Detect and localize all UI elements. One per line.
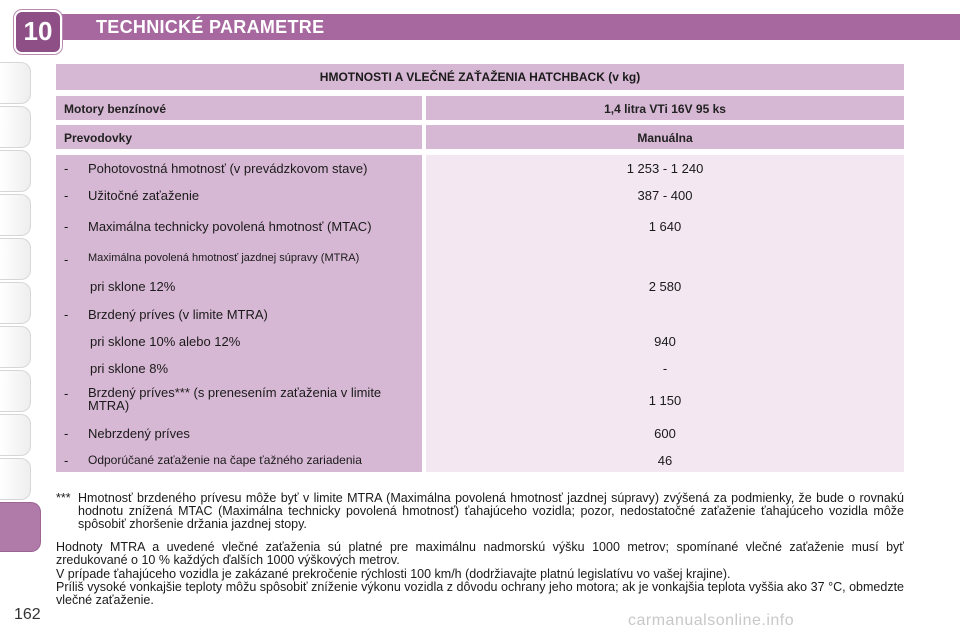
row-value: 1 253 - 1 240 (626, 161, 704, 176)
chapter-tab[interactable] (0, 282, 31, 324)
gearbox-row (56, 125, 904, 149)
row-label: Maximálna technicky povolená hmotnosť (MTAC) (88, 219, 372, 234)
row-label: Odporúčané zaťaženie na čape ťažného zariadenia (88, 453, 362, 467)
watermark: carmanualsonline.info (628, 612, 795, 629)
note-speed-limit: V prípade ťahajúceho vozidla je zakázané prekročenie rýchlosti 100 km/h (dodržiavajte platnú legislatívu vo vašej krajine). (56, 567, 731, 581)
row-label: pri sklone 10% alebo 12% (90, 334, 241, 349)
row-value: 1 640 (648, 219, 682, 234)
row-value: 1 150 (648, 393, 682, 408)
row-label: Užitočné zaťaženie (88, 188, 200, 203)
row-label: Nebrzdený príves (88, 426, 190, 441)
row-value: 387 - 400 (637, 188, 693, 203)
chapter-tab[interactable] (0, 238, 31, 280)
footnote-text: Hmotnosť brzdeného prívesu môže byť v limite MTRA (Maximálna povolená hmotnosť jazdnej súpravy) zvýšená za podmienky, že bude o rovnakú hodnotu znížená MTAC (Maximálna technicky povolená hmotnosť) ťahajúceho vozidla; pozor, nedostatočné zaťaženie ťahajúceho vozidla môže spôsobiť zhoršenie držania jazdnej stopy. (78, 491, 904, 531)
note-altitude: Hodnoty MTRA a uvedené vlečné zaťaženia sú platné pre maximálnu nadmorskú výšku 1000 metrov; spomínané vlečné zaťaženie musí byť zredukované o 10 % každých ďalších 1000 výškových metrov. (56, 540, 904, 567)
chapter-tab[interactable] (0, 106, 31, 148)
engine-row (56, 96, 904, 120)
row-label: Pohotovostná hmotnosť (v prevádzkovom stave) (88, 161, 368, 176)
chapter-tab[interactable] (0, 62, 31, 104)
footnote-mtra (56, 492, 904, 532)
page-number: 162 (14, 606, 41, 623)
row-label: pri sklone 8% (90, 361, 169, 376)
engine-label: Motory benzínové (64, 102, 167, 116)
row-label: Brzdený príves*** (s prenesením zaťaženia v limite MTRA) (88, 385, 382, 413)
chapter-tab-active[interactable] (0, 502, 41, 552)
chapter-number: 10 (23, 16, 53, 46)
header (0, 0, 960, 52)
row-label: Maximálna povolená hmotnosť jazdnej súpravy (MTRA) (88, 252, 360, 264)
chapter-tab[interactable] (0, 326, 31, 368)
table-title-row (56, 64, 904, 90)
row-value: 2 580 (648, 279, 682, 294)
chapter-tab[interactable] (0, 194, 31, 236)
gearbox-label: Prevodovky (64, 131, 133, 145)
note-temperature: Príliš vysoké vonkajšie teploty môžu spôsobiť zníženie výkonu vozidla z dôvodu ochrany jeho motora; ak je vonkajšia teplota vyššia ako 37 °C, obmedzte vlečné zaťaženie. (56, 580, 904, 607)
row-value: - (662, 361, 668, 376)
table-title: HMOTNOSTI A VLEČNÉ ZAŤAŽENIA HATCHBACK (v kg) (319, 70, 641, 84)
row-value: 600 (654, 426, 676, 441)
chapter-badge (14, 10, 62, 54)
row-label: pri sklone 12% (90, 279, 176, 294)
row-value: 46 (657, 453, 673, 468)
row-value: 940 (654, 334, 676, 349)
chapter-tab[interactable] (0, 458, 31, 500)
footnote-marker: *** (56, 491, 71, 505)
gearbox-value: Manuálna (637, 131, 693, 145)
chapter-tab[interactable] (0, 370, 31, 412)
page-title: TECHNICKÉ PARAMETRE (96, 17, 325, 37)
chapter-tab[interactable] (0, 150, 31, 192)
engine-value: 1,4 litra VTi 16V 95 ks (604, 102, 726, 116)
row-label: Brzdený príves (v limite MTRA) (88, 307, 268, 322)
chapter-tabs (0, 62, 36, 542)
chapter-tab[interactable] (0, 414, 31, 456)
